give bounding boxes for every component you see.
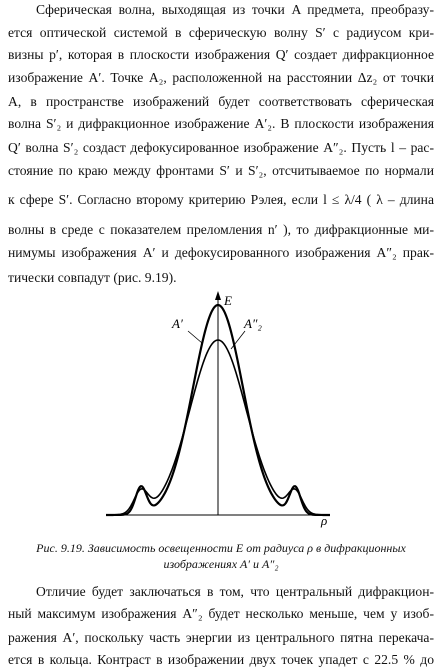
- text-line: ный максимум изображения A″₂ будет несколько меньше, чем у изоб-: [8, 606, 434, 621]
- label-leader-a-prime: [188, 331, 202, 343]
- axis-label-e: E: [224, 293, 232, 308]
- text-line: A, в пространстве изображений будет соответствовать сферическая: [8, 94, 434, 109]
- text-line: к сфере S′. Согласно второму критерию Рэлея, если l ≤ λ/4 ( λ – длина: [8, 192, 434, 207]
- figure-caption-line-2: изображениях A′ и A″₂: [163, 557, 279, 571]
- curve-label-a-prime: A′: [172, 316, 183, 331]
- text-line: ется в кольца. Контраст в изображении двух точек упадет с 22.5 % до: [8, 652, 434, 667]
- text-line: волны в среде с показателем преломления n′ ), то дифракционные ми-: [8, 222, 434, 237]
- curve-label-a-double-prime-2: A″₂: [244, 316, 262, 331]
- text-line: изображение A′. Точке A₂, расположенной на расстоянии Δz₂ от точки: [8, 70, 434, 85]
- text-line: стояние по краю между фронтами S′ и S′₂, отсчитываемое по нормали: [8, 163, 434, 178]
- text-line: тически совпадут (рис. 9.19).: [8, 270, 177, 285]
- e-axis-arrow-icon: [215, 291, 221, 300]
- text-line: нимумы изображения A′ и дефокусированного изображения A″₂ прак-: [8, 245, 434, 260]
- text-line: волна S′₂ и дифракционное изображение A′₂. В плоскости изображения: [8, 116, 434, 131]
- text-line: ется оптической системой в сферическую волну S′ с радиусом кри-: [8, 25, 434, 40]
- axis-label-rho: ρ: [321, 513, 328, 528]
- text-line: Сферическая волна, выходящая из точки A предмета, преобразу-: [36, 2, 434, 17]
- text-line: ражения A′, поскольку часть энергии из центрального пятна перекача-: [8, 630, 434, 645]
- figure-caption-line-1: Рис. 9.19. Зависимость освещенности E от радиуса ρ в дифракционных: [36, 541, 406, 555]
- figure-9-19: [0, 285, 442, 530]
- text-line: Q′ волна S′₂ создаст дефокусированное изображение A″₂. Пусть l – рас-: [8, 140, 434, 155]
- text-line: Отличие будет заключаться в том, что центральный дифракцион-: [36, 584, 434, 599]
- text-line: визны p′, которая в плоскости изображения Q′ создает дифракционное: [8, 47, 434, 62]
